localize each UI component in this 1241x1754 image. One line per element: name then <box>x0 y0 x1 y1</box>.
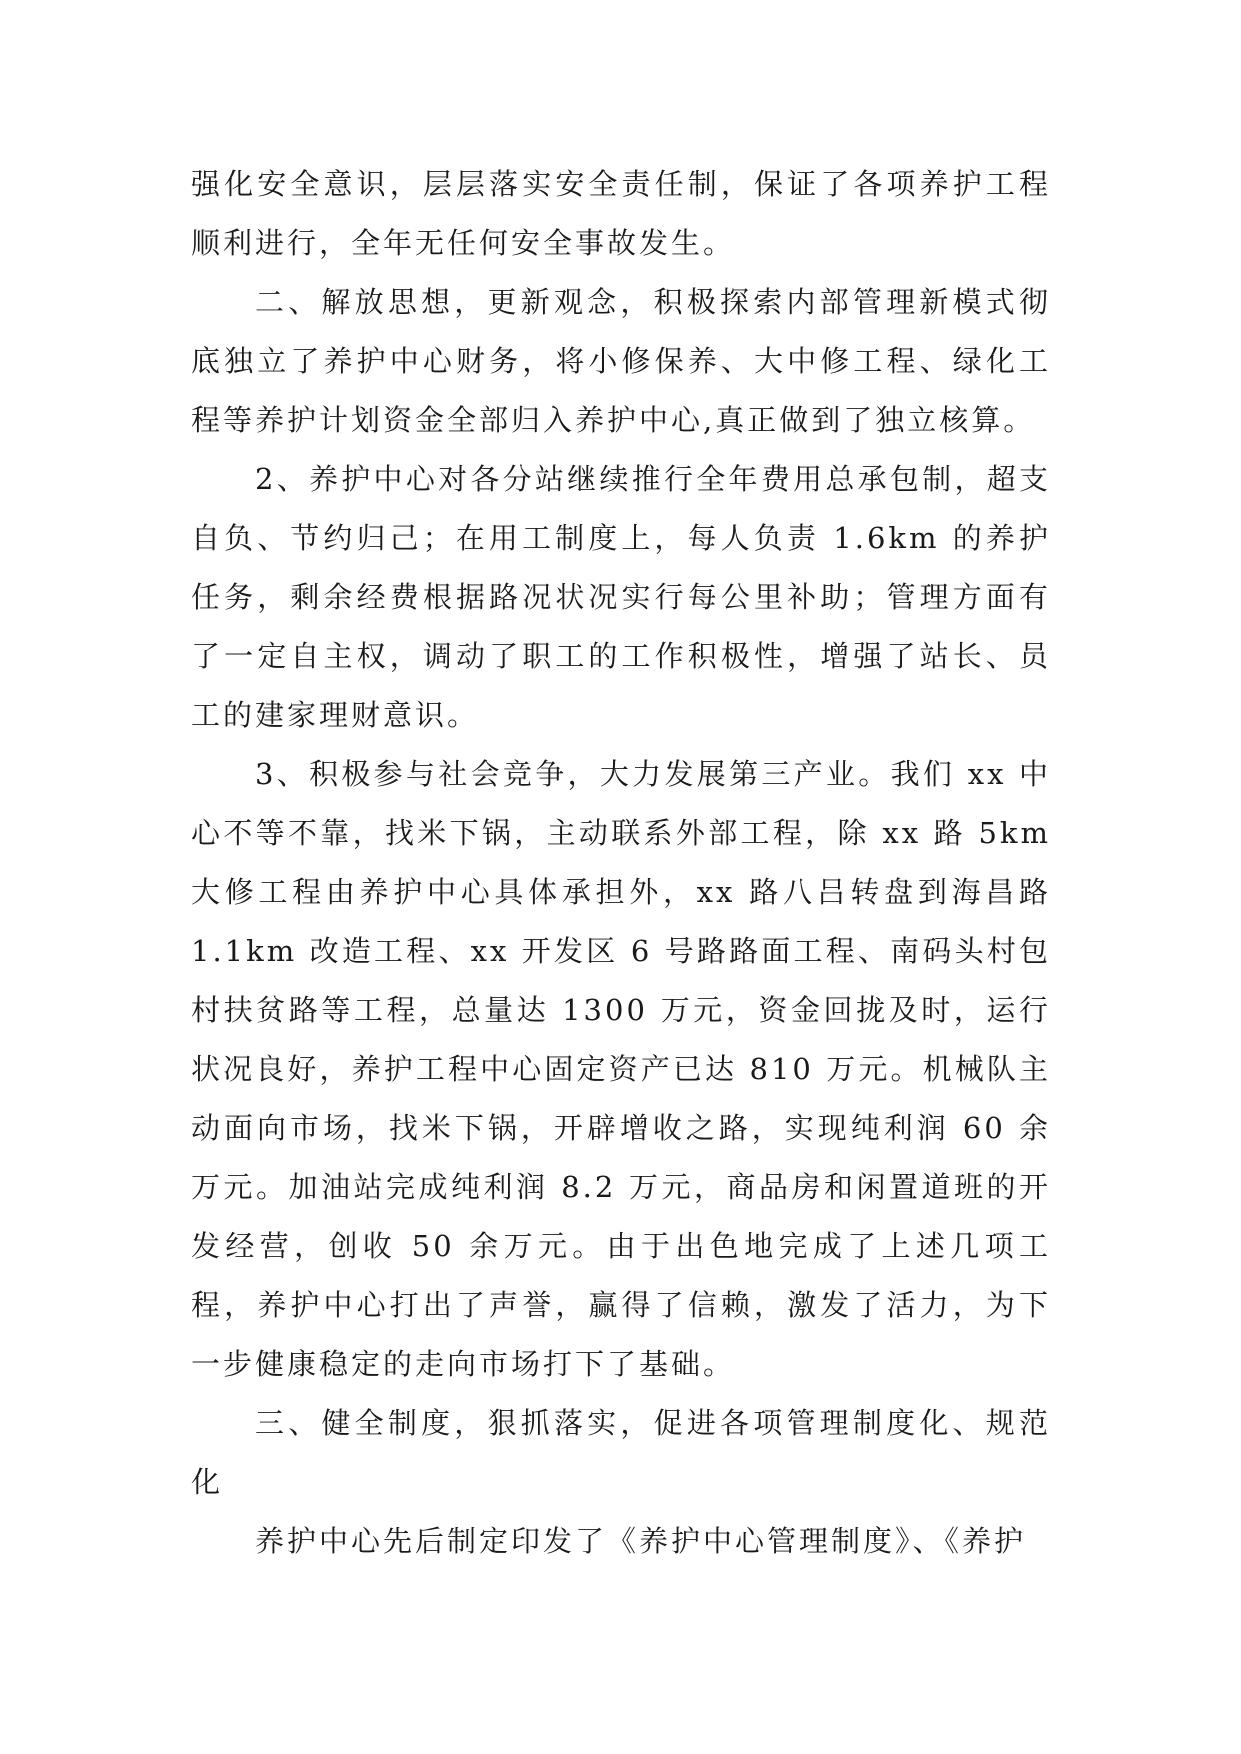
paragraph-management-regulations: 养护中心先后制定印发了《养护中心管理制度》、《养护 <box>255 1524 1027 1558</box>
paragraph-section-three-heading: 三、健全制度，狠抓落实，促进各项管理制度化、规范化 <box>191 1406 1051 1499</box>
paragraph-section-two-heading: 二、解放思想，更新观念，积极探索内部管理新模式彻底独立了养护中心财务，将小修保养、大中修工程、绿化工程等养护计划资金全部归入养护中心,真正做到了独立核算。 <box>191 285 1051 437</box>
paragraph-safety-awareness: 强化安全意识，层层落实安全责任制，保证了各项养护工程顺利进行，全年无任何安全事故发生。 <box>191 167 1051 260</box>
paragraph-item-two-contracting: 2、养护中心对各分站继续推行全年费用总承包制，超支自负、节约归己；在用工制度上，每人负责 1.6km 的养护任务，剩余经费根据路况状况实行每公里补助；管理方面有了一定自主权，调动了职工的工作积极性，增强了站长、员工的建家理财意识。 <box>191 462 1051 732</box>
document-body <box>191 155 1051 1571</box>
paragraph-item-three-competition: 3、积极参与社会竞争，大力发展第三产业。我们 xx 中心不等不靠，找米下锅，主动联系外部工程，除 xx 路 5km 大修工程由养护中心具体承担外，xx 路八吕转盘到海昌路 1.1km 改造工程、xx 开发区 6 号路路面工程、南码头村包村扶贫路等工程，总量达 1300 万元，资金回拢及时，运行状况良好，养护工程中心固定资产已达 810 万元。机械队主动面向市场，找米下锅，开辟增收之路，实现纯利润 60 余万元。加油站完成纯利润 8.2 万元，商品房和闲置道班的开发经营，创收 50 余万元。由于出色地完成了上述几项工程，养护中心打出了声誉，赢得了信赖，激发了活力，为下一步健康稳定的走向市场打下了基础。 <box>191 757 1051 1381</box>
